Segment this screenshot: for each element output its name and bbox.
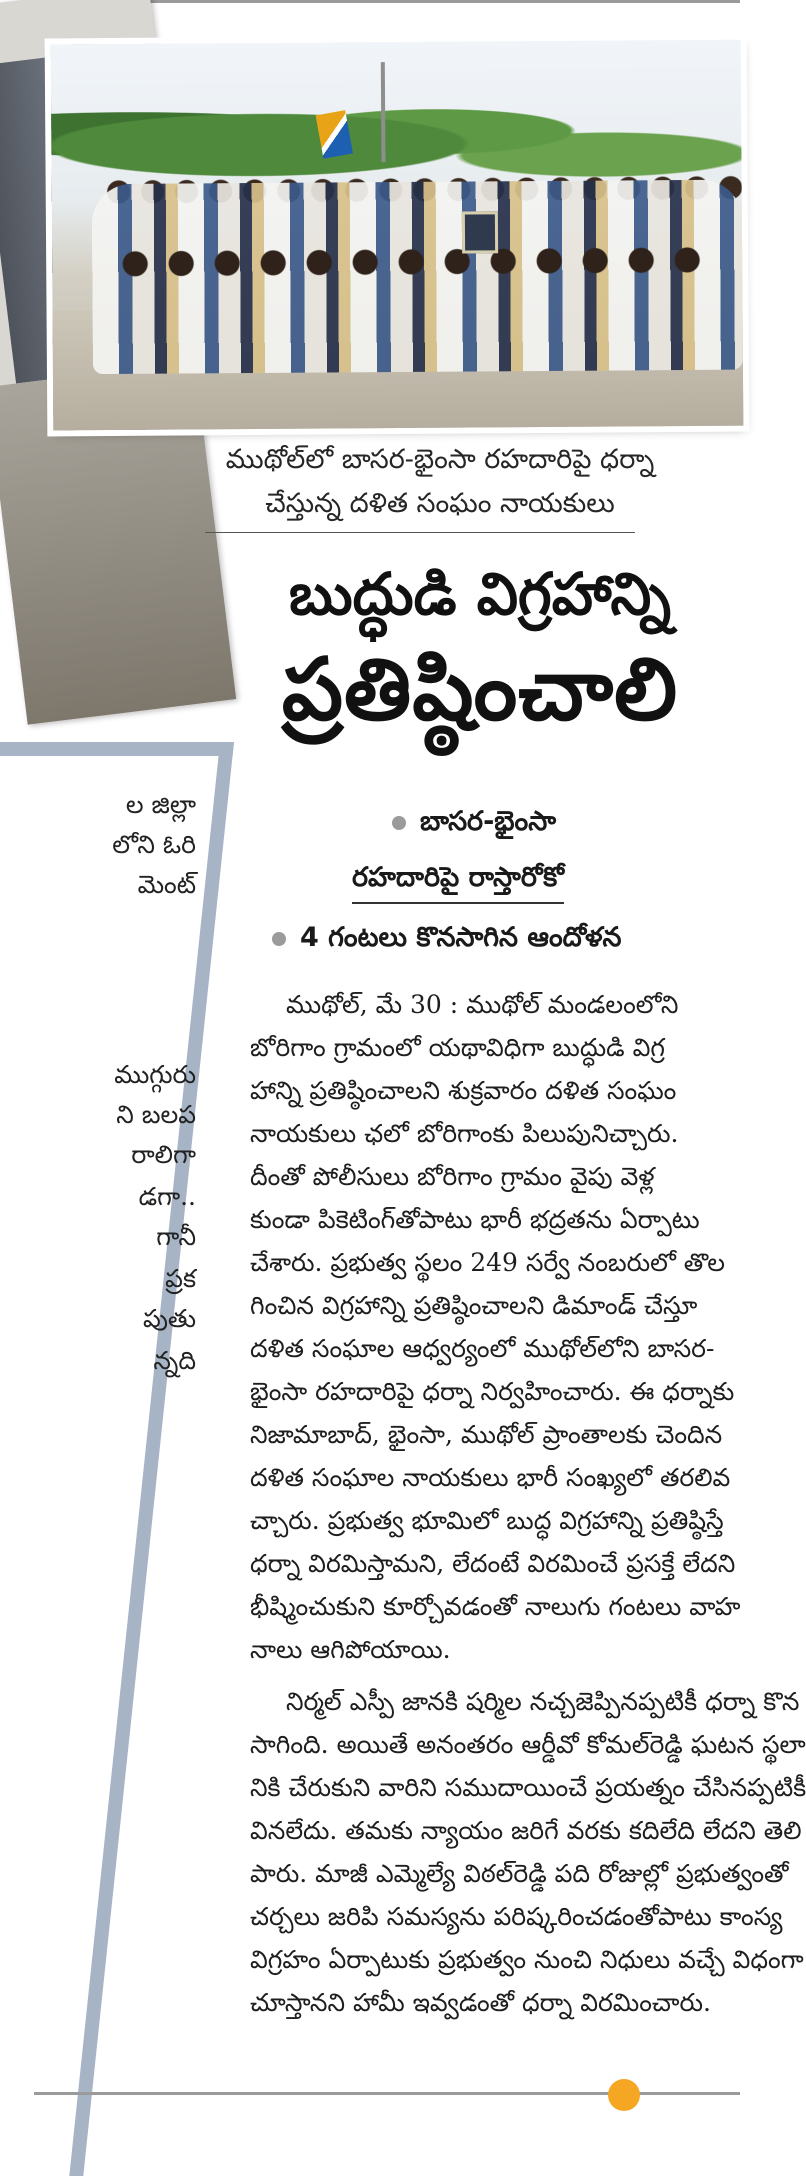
body-line: దీంతో పోలీసులు బోరిగాం గ్రామం వైపు వెళ్ల xyxy=(250,1162,655,1191)
body-line: నాయకులు ఛలో బోరిగాంకు పిలుపునిచ్చారు. xyxy=(250,1119,679,1148)
adjacent-text-fragment: ప్రక xyxy=(165,1264,196,1293)
body-line: నిర్మల్ ఎస్పీ జానకి షర్మిల నచ్చజెప్పినప్పటికీ ధర్నా కొన xyxy=(286,1687,800,1716)
bullet-dot-icon xyxy=(392,816,406,830)
bullet-dot-icon xyxy=(272,932,286,946)
body-line: పారు. మాజీ ఎమ్మెల్యే విఠల్‌రెడ్డి పది రోజుల్లో ప్రభుత్వంతో xyxy=(250,1859,789,1888)
body-line: చేశారు. ప్రభుత్వ స్థలం 249 సర్వే నంబరులో తొల xyxy=(250,1248,726,1277)
body-line: భీష్మించుకుని కూర్చోవడంతో నాలుగు గంటలు వాహ xyxy=(250,1592,741,1621)
adjacent-text-fragment: రాలిగా xyxy=(131,1140,196,1169)
photo-pole xyxy=(381,62,386,162)
photo-caption-line1: ముథోల్‌లో బాసర-భైంసా రహదారిపై ధర్నా xyxy=(225,444,655,475)
subhead-bullet-1 xyxy=(392,806,556,844)
body-line: చ్చారు. ప్రభుత్వ భూమిలో బుద్ధ విగ్రహాన్ని ప్రతిష్ఠిస్తే xyxy=(250,1506,724,1535)
adjacent-text-fragment: ముగ్గురు xyxy=(114,1060,196,1089)
body-line: కుండా పికెటింగ్‌తోపాటు భారీ భద్రతను ఏర్పాటు xyxy=(250,1205,700,1234)
body-line: దళిత సంఘాల ఆధ్వర్యంలో ముథోల్‌లోని బాసర- xyxy=(250,1334,715,1363)
adjacent-text-fragment: పుతు xyxy=(142,1304,196,1333)
body-line: ముథోల్, మే 30 : ముథోల్ మండలంలోని xyxy=(286,990,679,1019)
body-line: దళిత సంఘాల నాయకులు భారీ సంఖ్యలో తరలివ xyxy=(250,1463,731,1492)
body-line: గించిన విగ్రహాన్ని ప్రతిష్ఠించాలని డిమాండ్ చేస్తూ xyxy=(250,1291,698,1320)
body-line: చర్చలు జరిపి సమస్యను పరిష్కరించడంతోపాటు కాంస్య xyxy=(250,1902,783,1931)
adjacent-text-fragment: న్నది xyxy=(153,1346,196,1375)
headline-line2: ప్రతిష్ఠించాలి xyxy=(281,640,679,740)
body-line: ధర్నా విరమిస్తామని, లేదంటే విరమించే ప్రసక్తే లేదని xyxy=(250,1549,736,1578)
subhead-bullet-1-text: బాసర-భైంసా xyxy=(420,806,557,837)
body-line: నిజామాబాద్, భైంసా, ముథోల్ ప్రాంతాలకు చెందిన xyxy=(250,1420,723,1449)
photo-portrait xyxy=(462,211,498,253)
caption-underline xyxy=(205,532,635,533)
body-line: విగ్రహం ఏర్పాటుకు ప్రభుత్వం నుంచి నిధులు వచ్చే విధంగా xyxy=(250,1945,804,1974)
body-line: బోరిగాం గ్రామంలో యథావిధిగా బుద్ధుడి విగ్ర xyxy=(250,1033,665,1062)
photo-caption-line2: చేస్తున్న దళిత సంఘం నాయకులు xyxy=(265,488,615,519)
photo-seated-heads xyxy=(112,240,712,284)
protest-photo xyxy=(51,40,744,431)
adjacent-text-fragment: ని బలప xyxy=(116,1100,196,1129)
body-line: భైంసా రహదారిపై ధర్నా నిర్వహించారు. ఈ ధర్నాకు xyxy=(250,1377,735,1406)
adjacent-text-fragment: మెంట్ xyxy=(137,870,196,899)
headline-line1: బుద్ధుడి విగ్రహాన్ని xyxy=(289,560,671,628)
orange-dot-icon xyxy=(608,2079,640,2111)
adjacent-text-fragment: ల జిల్లా xyxy=(125,790,196,819)
body-line: సాగింది. అయితే అనంతరం ఆర్డీవో కోమల్‌రెడ్డి ఘటన స్థలా xyxy=(250,1730,806,1759)
subhead-bullet-2 xyxy=(272,922,621,960)
body-line: నికి చేరుకుని వారిని సముదాయించే ప్రయత్నం చేసినప్పటికీ xyxy=(250,1773,806,1802)
subhead-bullet-2-text: 4 గంటలు కొనసాగిన ఆందోళన xyxy=(300,922,622,953)
adjacent-article-frame xyxy=(0,742,234,2176)
body-line: హాన్ని ప్రతిష్ఠించాలని శుక్రవారం దళిత సంఘం xyxy=(250,1076,677,1105)
adjacent-text-fragment: గానీ xyxy=(156,1222,196,1251)
body-line: నాలు ఆగిపోయాయి. xyxy=(250,1635,451,1664)
adjacent-text-fragment: లోని ఓరి xyxy=(112,830,196,859)
adjacent-text-fragment: డగా.. xyxy=(138,1182,196,1211)
subhead-bullet-1-cont: రహదారిపై రాస్తారోకో xyxy=(352,862,564,904)
body-line: చూస్తానని హామీ ఇవ్వడంతో ధర్నా విరమించారు. xyxy=(250,1988,711,2017)
body-line: వినలేదు. తమకు న్యాయం జరిగే వరకు కదిలేది లేదని తెలి xyxy=(250,1816,802,1845)
